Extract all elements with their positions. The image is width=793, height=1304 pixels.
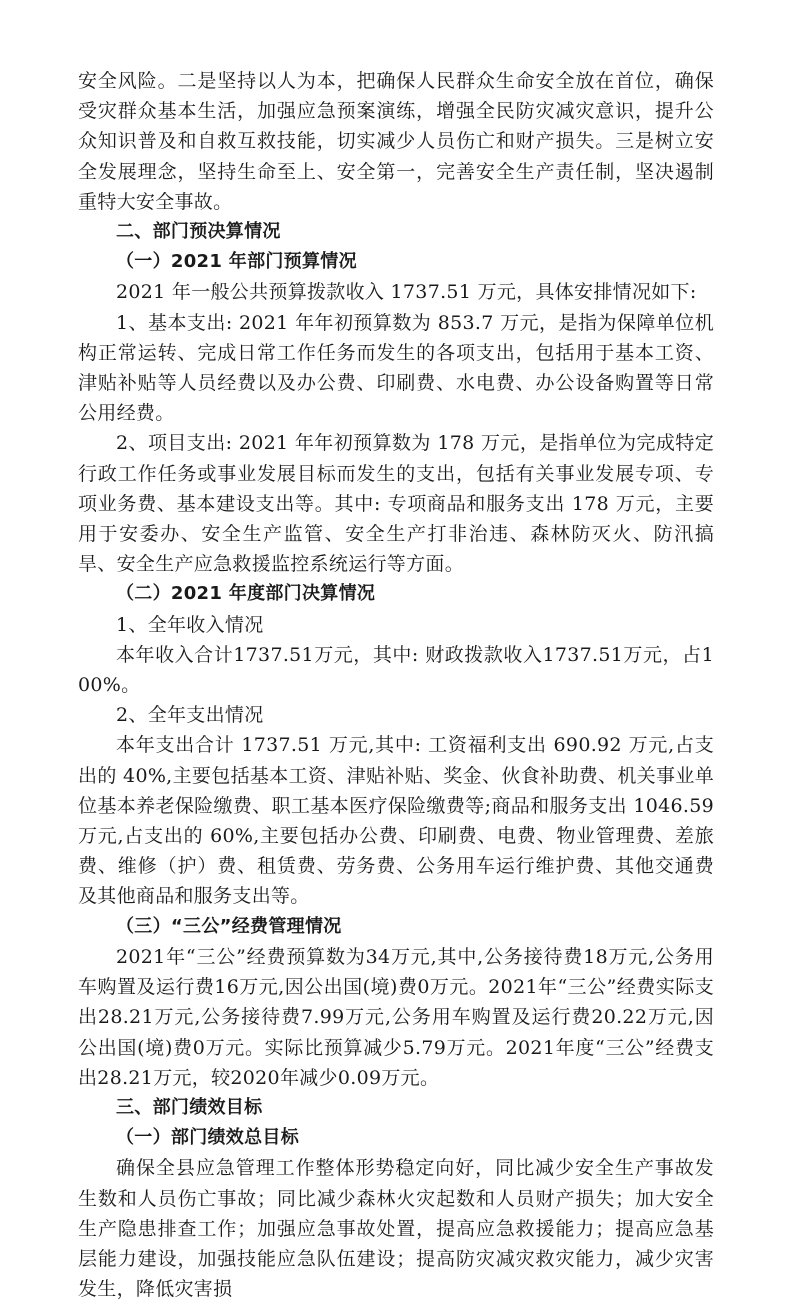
heading-budget: （一）2021 年部门预算情况	[116, 251, 357, 273]
paragraph-income: 本年收入合计1737.51万元，其中: 财政拨款收入1737.51万元，占100%。	[78, 643, 714, 697]
paragraph-intro: 安全风险。二是坚持以人为本，把确保人民群众生命安全放在首位，确保受灾群众基本生活，加强应急预案演练，增强全民防灾减灾意识，提升公众知识普及和自救互救技能，切实减少人员伤亡和财产损失。三是树立安全发展理念，坚持生命至上、安全第一，完善安全生产责任制，坚决遏制重特大安全事故。	[78, 70, 714, 213]
paragraph-overall-goal: 确保全县应急管理工作整体形势稳定向好，同比减少安全生产事故发生数和人员伤亡事故；同比减少森林火灾起数和人员财产损失；加大安全生产隐患排查工作；加强应急事故处置，提高应急救援能力；提高应急基层能力建设，加强技能应急队伍建设；提高防灾减灾救灾能力，减少灾害发生，降低灾害损	[78, 1157, 714, 1301]
paragraph-income-title: 1、全年收入情况	[116, 613, 264, 636]
paragraph-project-expense: 2、项目支出: 2021 年年初预算数为 178 万元，是指单位为完成特定行政工作任务或事业发展目标而发生的支出，包括有关事业发展专项、专项业务费、基本建设支出等。其中: 专项商品和服务支出 178 万元，主要用于安委办、安全生产监管、安全生产打非治违、森林防灭火、防汛搞旱、安全生产应急救援监控系统运行等方面。	[78, 432, 714, 576]
heading-sangong: （三）“三公”经费管理情况	[116, 915, 342, 937]
heading-section-3: 三、部门绩效目标	[116, 1096, 263, 1118]
document-page	[78, 66, 714, 1304]
paragraph-basic-expense: 1、基本支出: 2021 年年初预算数为 853.7 万元，是指为保障单位机构正常运转、完成日常工作任务而发生的各项支出，包括用于基本工资、津贴补贴等人员经费以及办公费、印刷费、水电费、办公设备购置等日常公用经费。	[78, 311, 714, 425]
paragraph-expense: 本年支出合计 1737.51 万元,其中: 工资福利支出 690.92 万元,占支出的 40%,主要包括基本工资、津贴补贴、奖金、伙食补助费、机关事业单位基本养老保险缴费、职工基本医疗保险缴费等;商品和服务支出 1046.59 万元,占支出的 60%,主要包括办公费、印刷费、电费、物业管理费、差旅费、维修（护）费、租赁费、劳务费、公务用车运行维护费、其他交通费及其他商品和服务支出等。	[78, 734, 714, 908]
paragraph-sangong: 2021年“三公”经费预算数为34万元,其中,公务接待费18万元,公务用车购置及运行费16万元,因公出国(境)费0万元。2021年“三公”经费实际支出28.21万元,公务接待费7.99万元,公务用车购置及运行费20.22万元,因公出国(境)费0万元。实际比预算减少5.79万元。2021年度“三公”经费支出28.21万元，较2020年减少0.09万元。	[78, 945, 714, 1089]
paragraph-budget-total: 2021 年一般公共预算拨款收入 1737.51 万元，具体安排情况如下:	[116, 281, 697, 304]
paragraph-expense-title: 2、全年支出情况	[116, 704, 264, 727]
heading-final-accounts: （二）2021 年度部门决算情况	[116, 583, 376, 605]
heading-section-2: 二、部门预决算情况	[116, 221, 281, 243]
heading-overall-goal: （一）部门绩效总目标	[116, 1127, 299, 1149]
